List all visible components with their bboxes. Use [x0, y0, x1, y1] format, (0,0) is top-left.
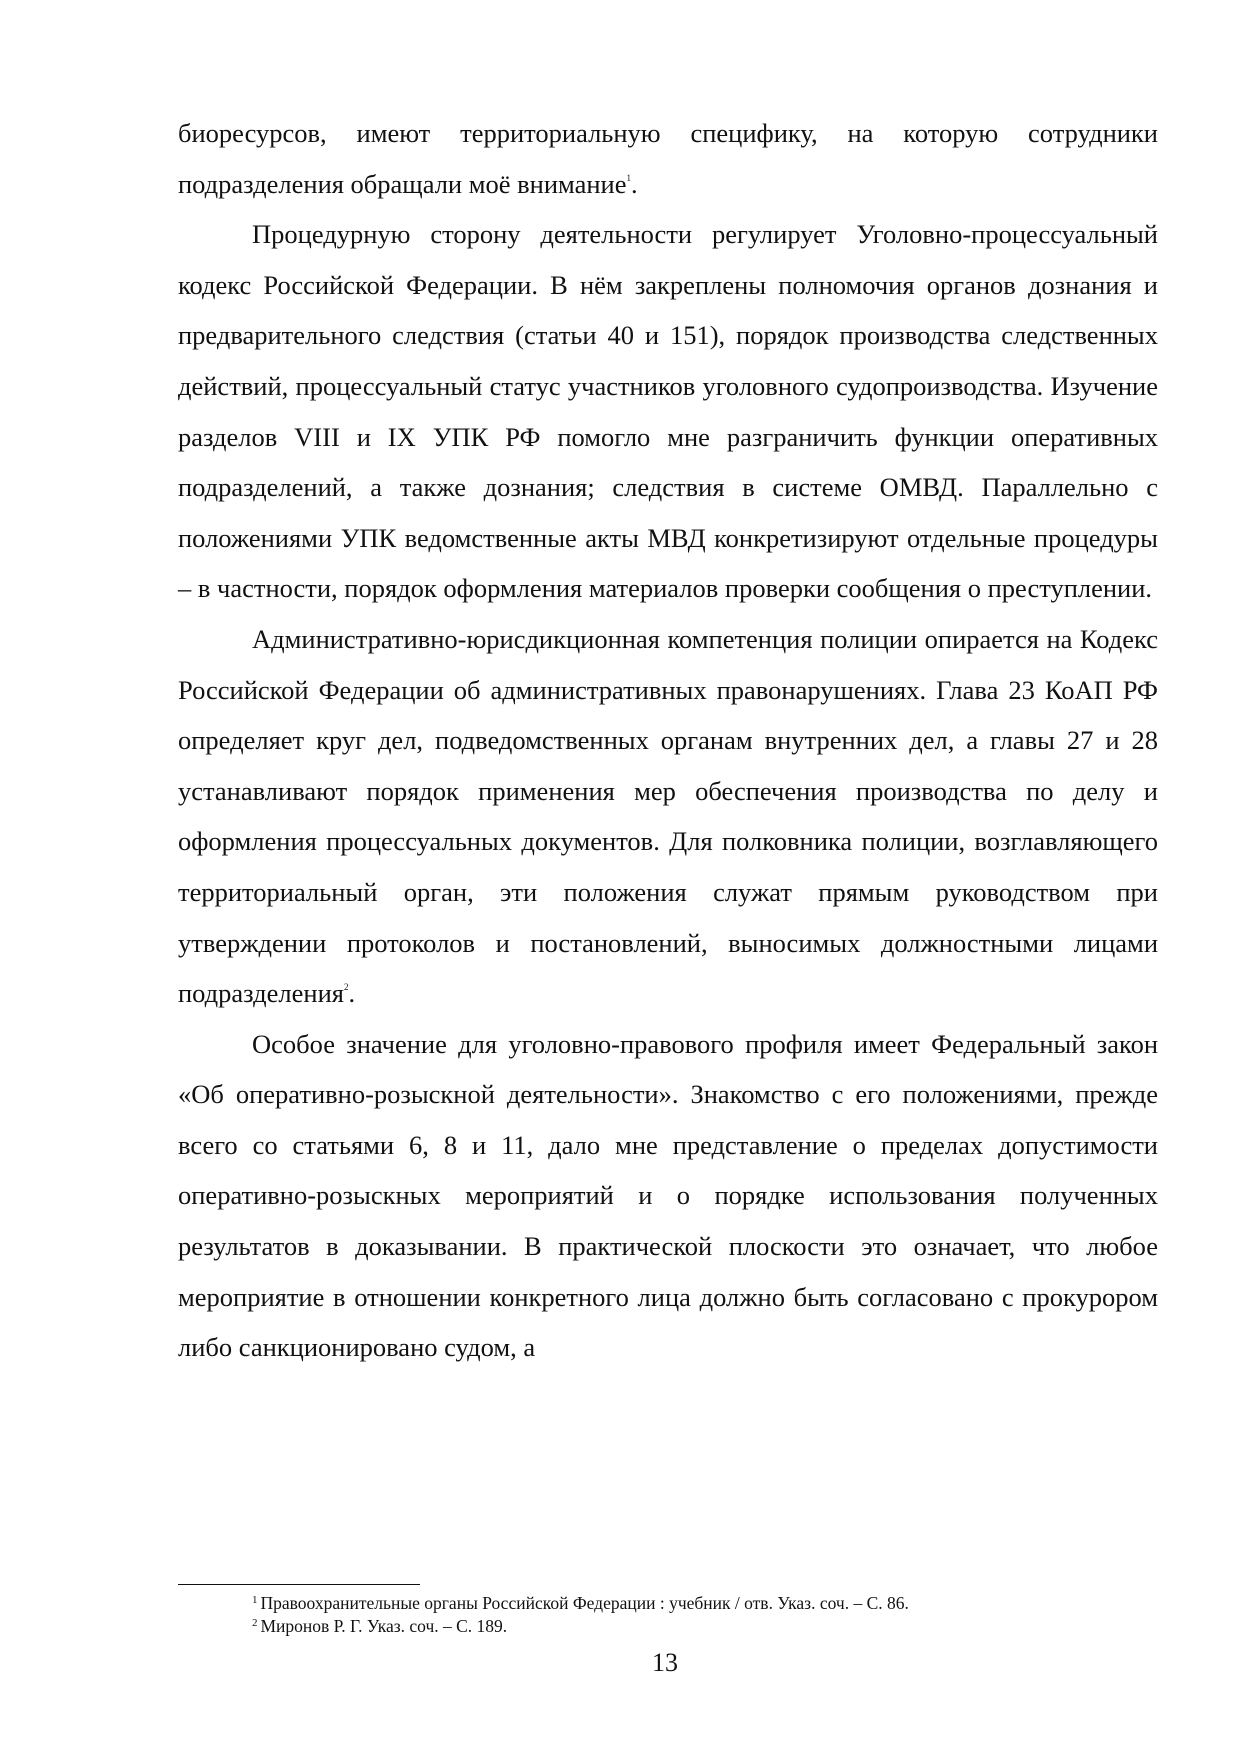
body-text: [178, 108, 1158, 1373]
footnote-ref: 2: [343, 982, 349, 993]
footnote-number: 2: [252, 1617, 258, 1629]
paragraph: [178, 614, 1158, 1019]
footnote-text: Правоохранительные органы Российской Федерации : учебник / отв. Указ. соч. – С. 86.: [260, 1593, 909, 1613]
paragraph-text: биоресурсов, имеют территориальную специфику, на которую сотрудники подразделения обращали моё внимание: [178, 118, 1158, 199]
footnote: [252, 1615, 1152, 1638]
paragraph-tail: .: [348, 978, 356, 1009]
paragraph-text: Особое значение для уголовно-правового профиля имеет Федеральный закон «Об оперативно-розыскной деятельности». Знакомство с его положениями, прежде всего со статьями 6, 8 и 11, дало мне представление о пределах допустимости оперативно-розыскных мероприятий и о порядке использования полученных результатов в доказывании. В практической плоскости это означает, что любое мероприятие в отношении конкретного лица должно быть согласовано с прокурором либо санкционировано судом, а: [178, 1028, 1158, 1363]
footnote-text: Миронов Р. Г. Указ. соч. – С. 189.: [260, 1616, 508, 1636]
footnote: [252, 1592, 1152, 1615]
footnote-number: 1: [252, 1594, 258, 1606]
footnotes: [252, 1592, 1152, 1638]
paragraph: [178, 209, 1158, 614]
footnote-separator: [178, 1584, 420, 1585]
paragraph: [178, 1019, 1158, 1373]
paragraph-text: Административно-юрисдикционная компетенция полиции опирается на Кодекс Российской Федерации об административных правонарушениях. Глава 23 КоАП РФ определяет круг дел, подведомственных органам внутренних дел, а главы 27 и 28 устанавливают порядок применения мер обеспечения производства по делу и оформления процессуальных документов. Для полковника полиции, возглавляющего территориальный орган, эти положения служат прямым руководством при утверждении протоколов и постановлений, выносимых должностными лицами подразделения: [178, 623, 1158, 1009]
paragraph-text: Процедурную сторону деятельности регулирует Уголовно-процессуальный кодекс Российской Федерации. В нём закреплены полномочия органов дознания и предварительного следствия (статьи 40 и 151), порядок производства следственных действий, процессуальный статус участников уголовного судопроизводства. Изучение разделов VIII и IX УПК РФ помогло мне разграничить функции оперативных подразделений, а также дознания; следствия в системе ОМВД. Параллельно с положениями УПК ведомственные акты МВД конкретизируют отдельные процедуры – в частности, порядок оформления материалов проверки сообщения о преступлении.: [178, 219, 1158, 604]
page-number: 13: [652, 1648, 678, 1677]
paragraph: [178, 108, 1158, 209]
paragraph-tail: .: [631, 168, 638, 199]
footnote-ref: 1: [626, 172, 631, 183]
